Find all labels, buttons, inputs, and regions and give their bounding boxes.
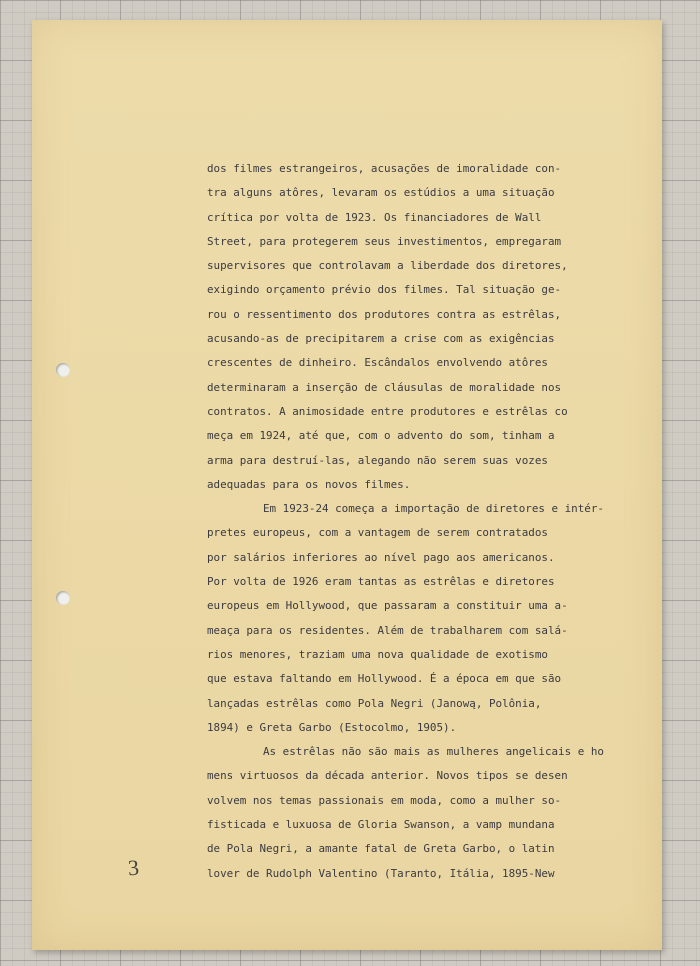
text-line: crítica por volta de 1923. Os financiadores de Wall — [207, 210, 542, 224]
punch-hole-top — [56, 363, 70, 377]
typed-text-body — [207, 157, 647, 886]
punch-hole-bottom — [56, 591, 70, 605]
text-line: rios menores, traziam uma nova qualidade de exotismo — [207, 647, 548, 661]
typewritten-page — [32, 20, 662, 950]
text-line: lançadas estrêlas como Pola Negri (Janową, Polônia, — [207, 696, 542, 710]
text-line: europeus em Hollywood, que passaram a constituir uma a- — [207, 599, 568, 613]
text-line: determinaram a inserção de cláusulas de moralidade nos — [207, 380, 562, 394]
text-line: exigindo orçamento prévio dos filmes. Tal situação ge- — [207, 283, 562, 297]
text-line: mens virtuosos da década anterior. Novos tipos se desen — [207, 769, 568, 783]
text-line: crescentes de dinheiro. Escândalos envolvendo atôres — [207, 356, 548, 370]
text-line: acusando-as de precipitarem a crise com as exigências — [207, 332, 555, 346]
text-line: dos filmes estrangeiros, acusações de imoralidade con- — [207, 162, 562, 175]
text-line: 1894) e Greta Garbo (Estocolmo, 1905). — [207, 720, 457, 734]
text-line: pretes europeus, com a vantagem de serem contratados — [207, 526, 548, 540]
text-line: Street, para protegerem seus investimentos, empregaram — [207, 234, 562, 248]
text-line: arma para destruí-las, alegando não serem suas vozes — [207, 453, 548, 467]
handwritten-page-number: 3 — [127, 854, 140, 881]
text-line: lover de Rudolph Valentino (Taranto, Itália, 1895-New — [207, 866, 555, 880]
text-line: meça em 1924, até que, com o advento do som, tinham a — [207, 429, 555, 443]
text-line: Por volta de 1926 eram tantas as estrêlas e diretores — [207, 575, 555, 589]
text-line: volvem nos temas passionais em moda, como a mulher so- — [207, 793, 562, 807]
text-line: As estrêlas não são mais as mulheres angelicais e ho — [263, 745, 604, 759]
text-line: adequadas para os novos filmes. — [207, 477, 411, 491]
text-line: de Pola Negri, a amante fatal de Greta Garbo, o latin — [207, 842, 555, 856]
text-line: supervisores que controlavam a liberdade dos diretores, — [207, 259, 568, 273]
text-line: Em 1923-24 começa a importação de diretores e intér- — [263, 502, 604, 516]
text-line: tra alguns atôres, levaram os estúdios a uma situação — [207, 186, 555, 200]
text-line: fisticada e luxuosa de Gloria Swanson, a vamp mundana — [207, 818, 555, 832]
text-line: rou o ressentimento dos produtores contra as estrêlas, — [207, 307, 562, 321]
text-line: que estava faltando em Hollywood. É a época em que são — [207, 672, 562, 686]
text-line: meaça para os residentes. Além de trabalharem com salá- — [207, 623, 568, 637]
text-line: contratos. A animosidade entre produtores e estrêlas co — [207, 404, 568, 418]
text-line: por salários inferiores ao nível pago aos americanos. — [207, 550, 555, 564]
